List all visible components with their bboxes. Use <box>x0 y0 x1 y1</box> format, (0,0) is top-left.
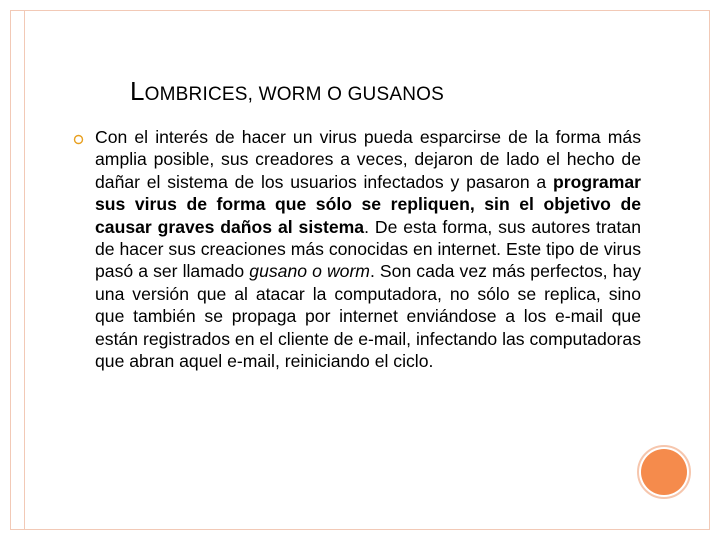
paragraph-bold: programar sus virus de forma que sólo se repliquen, sin el objetivo de causar graves daños al sistema <box>95 171 641 237</box>
paragraph-italic: gusano o worm <box>249 261 370 282</box>
body-paragraph <box>95 126 641 372</box>
title-rest: OMBRICES, WORM O GUSANOS <box>144 84 444 105</box>
bullet-icon <box>73 134 84 145</box>
paragraph-part-3: . Son cada vez más perfectos, hay una versión que al atacar la computadora, no sólo se replica, sino que también se propaga por internet enviándose a los e-mail que están registrados en el cliente de e-mail, infectando las computadoras que abran aquel e-mail, reiniciando el ciclo. <box>95 261 641 372</box>
paragraph-part-1: Con el interés de hacer un virus pueda esparcirse de la forma más amplia posible, sus creadores a veces, dejaron de lado el hecho de dañar el sistema de los usuarios infectados y pasaron a <box>95 127 641 192</box>
slide-left-border <box>24 10 25 530</box>
title-initial: L <box>130 76 145 106</box>
decorative-circle-dot <box>641 449 687 495</box>
slide-title <box>130 76 444 107</box>
paragraph-part-2: . De esta forma, sus autores tratan de hacer sus creaciones más conocidas en internet. Este tipo de virus pasó a ser llamado <box>95 216 641 282</box>
